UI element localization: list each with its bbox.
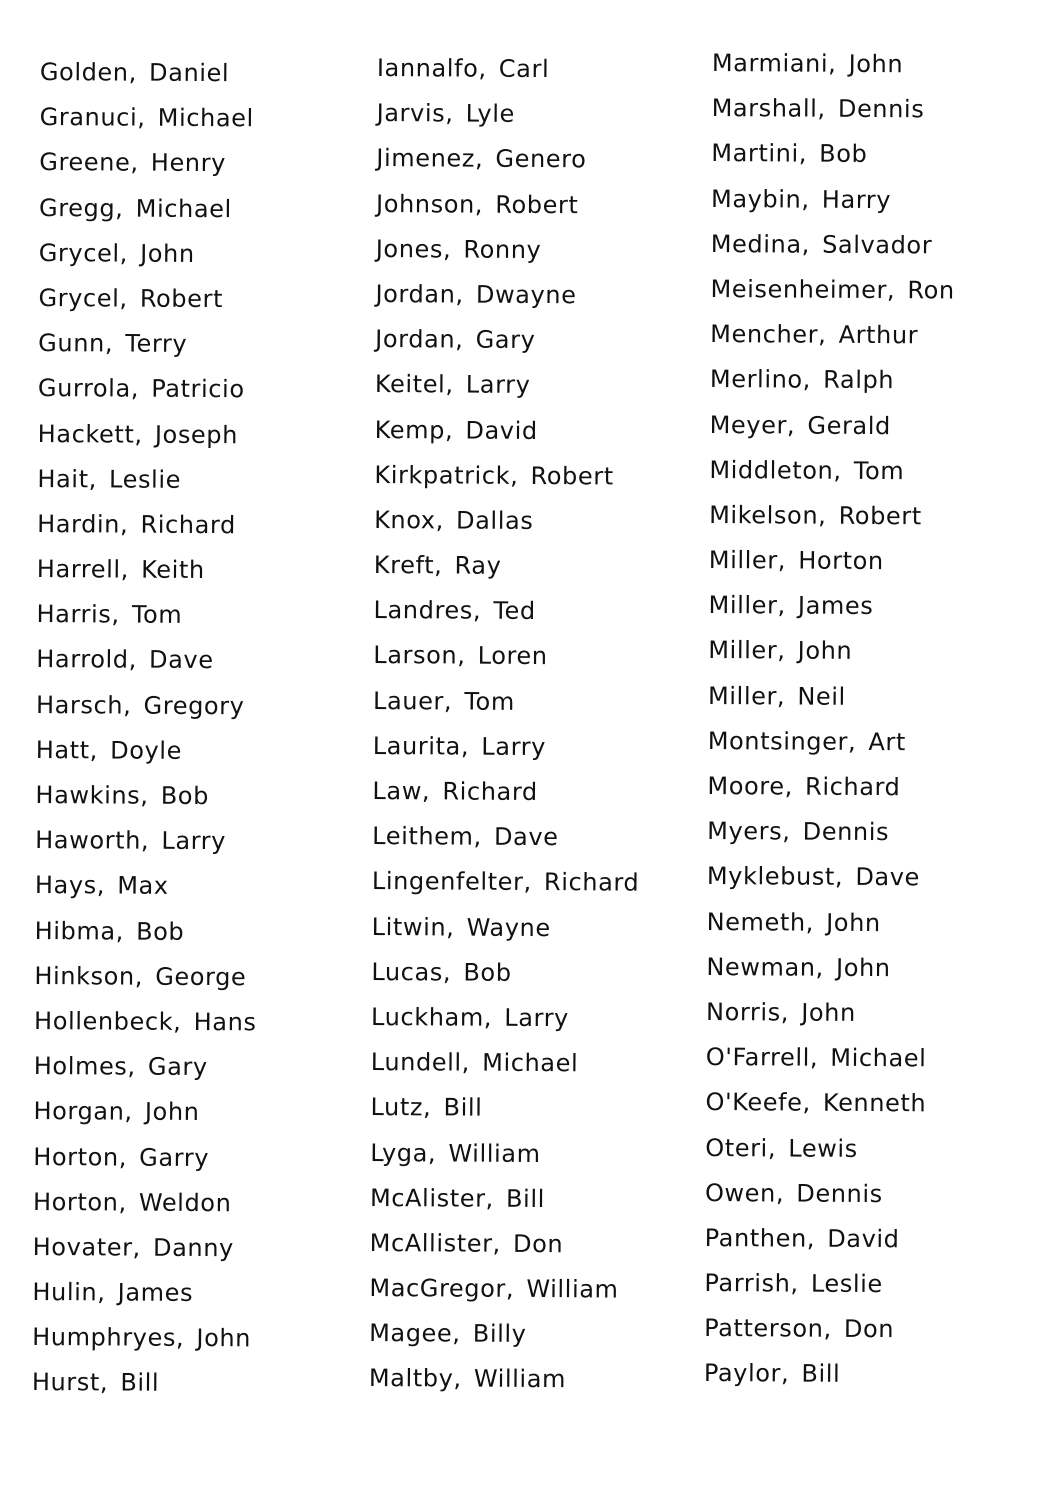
name-entry: Medina, Salvador [710, 229, 933, 260]
name-entry: MacGregor, William [369, 1274, 619, 1304]
name-entry: Parrish, Leslie [704, 1269, 883, 1299]
name-column-1 [32, 54, 263, 1411]
name-entry: Marmiani, John [711, 48, 904, 79]
name-entry: Lauer, Tom [372, 686, 515, 716]
name-entry: Lucas, Bob [371, 957, 512, 987]
name-entry: Paylor, Bill [703, 1359, 841, 1389]
name-entry: Lutz, Bill [370, 1093, 483, 1122]
name-entry: Oteri, Lewis [705, 1133, 858, 1163]
name-entry: O'Keefe, Kenneth [705, 1088, 927, 1118]
name-entry: Jones, Ronny [375, 234, 542, 264]
name-entry: Gurrola, Patricio [37, 374, 245, 404]
name-entry: Meisenheimer, Ron [710, 274, 955, 305]
name-entry: Maybin, Harry [710, 184, 892, 214]
name-entry: Hollenbeck, Hans [34, 1006, 257, 1037]
name-entry: Horton, Garry [33, 1142, 210, 1172]
name-entry: Norris, John [706, 997, 856, 1027]
name-entry: Marshall, Dennis [711, 94, 925, 124]
name-entry: Harris, Tom [36, 600, 183, 630]
name-entry: Grycel, Robert [38, 283, 224, 314]
name-entry: Jarvis, Lyle [376, 99, 515, 129]
name-entry: Mikelson, Robert [709, 500, 922, 531]
name-entry: Lingenfelter, Richard [371, 867, 640, 897]
name-entry: Middleton, Tom [709, 455, 905, 485]
name-entry: Hulin, James [32, 1278, 194, 1308]
name-entry: Lundell, Michael [370, 1048, 579, 1078]
name-entry: Kirkpatrick, Robert [374, 460, 614, 491]
name-entry: Larson, Loren [373, 641, 548, 671]
name-entry: Martini, Bob [711, 139, 868, 169]
name-entry: Myers, Dennis [707, 817, 890, 847]
name-entry: Hibma, Bob [34, 916, 185, 946]
name-entry: Harsch, Gregory [35, 690, 245, 720]
name-entry: Granuci, Michael [39, 103, 254, 133]
name-column-2 [369, 50, 645, 1407]
name-entry: Jordan, Dwayne [375, 279, 577, 310]
name-entry: Humphryes, John [32, 1323, 252, 1353]
name-entry: Holmes, Gary [33, 1052, 208, 1082]
name-entry: Miller, Neil [707, 681, 846, 711]
name-entry: McAllister, Don [369, 1228, 564, 1259]
name-entry: Luckham, Larry [371, 1002, 569, 1033]
name-entry: Miller, James [708, 591, 874, 621]
name-entry: Iannalfo, Carl [376, 53, 550, 84]
name-entry: Owen, Dennis [704, 1178, 883, 1208]
name-entry: Hawkins, Bob [35, 780, 210, 811]
name-entry: Horton, Weldon [32, 1187, 232, 1217]
name-entry: Hays, Max [34, 871, 169, 901]
name-entry: Montsinger, Art [707, 726, 907, 757]
name-column-3 [704, 45, 957, 1402]
name-entry: O'Farrell, Michael [705, 1043, 927, 1073]
name-entry: Litwin, Wayne [371, 912, 551, 942]
name-entry: Jimenez, Genero [376, 144, 587, 174]
name-entry: Greene, Henry [39, 148, 227, 178]
name-entry: Harrell, Keith [36, 555, 205, 585]
name-entry: Maltby, William [368, 1364, 567, 1394]
name-entry: Haworth, Larry [35, 826, 227, 856]
name-entry: Meyer, Gerald [709, 410, 891, 440]
name-entry: Leithem, Dave [372, 822, 559, 852]
name-entry: Golden, Daniel [39, 57, 230, 88]
name-entry: Magee, Billy [369, 1319, 527, 1349]
name-entry: Horgan, John [33, 1097, 200, 1127]
name-entry: Kemp, David [374, 415, 538, 445]
name-entry: Miller, John [708, 636, 853, 666]
name-entry: Hatt, Doyle [35, 735, 183, 765]
name-entry: Newman, John [706, 952, 891, 982]
name-entry: Landres, Ted [373, 596, 536, 626]
name-entry: Gregg, Michael [38, 193, 232, 223]
name-entry: Knox, Dallas [374, 505, 534, 535]
name-entry: Harrold, Dave [36, 645, 214, 675]
name-entry: Hinkson, George [34, 961, 247, 992]
name-entry: Hurst, Bill [31, 1368, 160, 1398]
name-entry: Grycel, John [38, 238, 195, 268]
name-entry: Laurita, Larry [372, 731, 547, 761]
name-entry: Patterson, Don [704, 1314, 895, 1344]
name-entry: Lyga, William [370, 1138, 541, 1168]
name-entry: Miller, Horton [708, 546, 884, 576]
name-entry: Keitel, Larry [374, 370, 531, 400]
name-entry: Hardin, Richard [37, 509, 236, 540]
name-entry: Moore, Richard [707, 771, 901, 802]
name-entry: Kreft, Ray [373, 551, 502, 580]
name-entry: Law, Richard [372, 776, 538, 806]
name-entry: Johnson, Robert [375, 189, 579, 219]
name-entry: Mencher, Arthur [710, 320, 919, 350]
name-entry: Hackett, Joseph [37, 419, 239, 449]
name-entry: Myklebust, Dave [706, 862, 921, 892]
name-entry: Hovater, Danny [32, 1232, 234, 1263]
name-entry: Nemeth, John [706, 907, 881, 937]
name-entry: Gunn, Terry [38, 329, 188, 359]
name-entry: Merlino, Ralph [709, 365, 895, 395]
name-entry: McAlister, Bill [369, 1183, 546, 1213]
name-entry: Panthen, David [704, 1223, 900, 1254]
name-entry: Jordan, Gary [375, 325, 536, 355]
name-entry: Hait, Leslie [37, 464, 182, 494]
